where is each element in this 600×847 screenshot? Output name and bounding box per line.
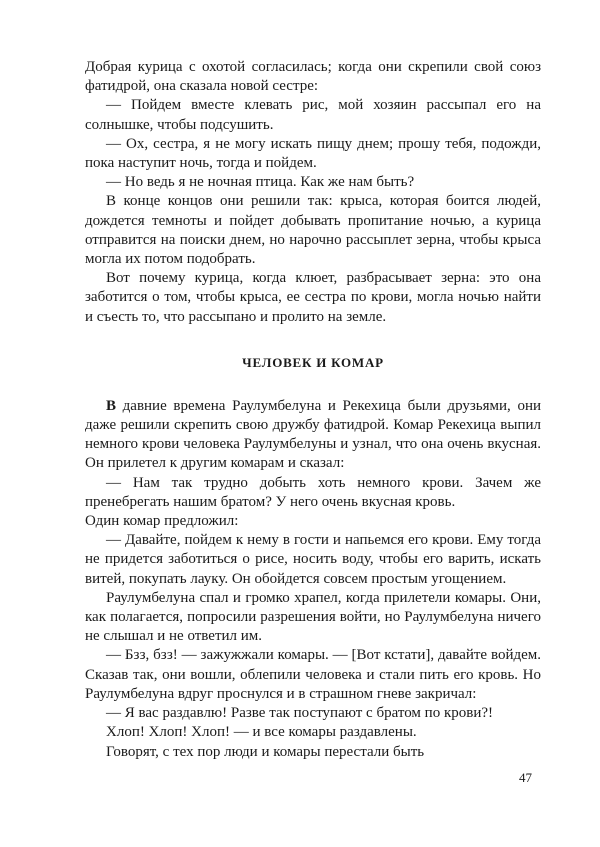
page-body xyxy=(85,58,541,762)
story-title: ЧЕЛОВЕК И КОМАР xyxy=(242,354,384,370)
paragraph: Раулумбелуна спал и громко храпел, когда прилетели комары. Они, как полагается, попросили разрешения войти, но Раулумбелуна ничего не слышал и не ответил им. xyxy=(85,589,541,645)
page-number: 47 xyxy=(519,770,532,785)
paragraph: — Давайте, пойдем к нему в гости и напьемся его крови. Ему тогда не придется заботиться о рисе, носить воду, чтобы его варить, искать витей, покупать лауку. Он обойдется совсем простым угощением. xyxy=(85,532,541,587)
paragraph: В конце концов они решили так: крыса, которая боится людей, дождется темноты и пойдет добывать пропитание ночью, а курица отправится на поиски днем, но нарочно рассыплет зерна, чтобы крыса могла их потом подобрать. xyxy=(85,193,541,268)
paragraph: — Бзз, бзз! — зажужжали комары. — [Вот кстати], давайте войдем. Сказав так, они вошли, облепили человека и стали пить его кровь. Но Раулумбелуна вдруг проснулся и в страшном гневе закричал: xyxy=(85,647,541,702)
story-man-and-mosquito xyxy=(85,397,541,762)
paragraph: Один комар предложил: xyxy=(85,513,239,530)
paragraph xyxy=(85,397,541,474)
paragraph: — Нам так трудно добыть хоть немного крови. Зачем же пренебрегать нашим братом? У него очень вкусная кровь. xyxy=(85,474,541,510)
lead-word: В xyxy=(106,397,117,414)
story-chicken-and-rat-ending xyxy=(85,58,541,327)
paragraph: — Ох, сестра, я не могу искать пищу днем; прошу тебя, подожди, пока наступит ночь, тогда и пойдем. xyxy=(85,135,541,172)
paragraph: Хлоп! Хлоп! Хлоп! — и все комары раздавлены. xyxy=(106,724,417,741)
paragraph: Говорят, с тех пор люди и комары перестали быть xyxy=(106,743,425,760)
paragraph: — Пойдем вместе клевать рис, мой хозяин рассыпал его на солнышке, чтобы подсушить. xyxy=(85,97,541,133)
paragraph-text: давние времена Раулумбелуна и Рекехица были друзьями, они даже решили скрепить свою дружбу фатидрой. Комар Рекехица выпил немного крови человека Раулумбелуны и узнал, что она очень вкусная. Он прилетел к другим комарам и сказал: xyxy=(85,397,541,472)
paragraph: — Я вас раздавлю! Разве так поступают с братом по крови?! xyxy=(106,705,494,722)
paragraph: — Но ведь я не ночная птица. Как же нам быть? xyxy=(106,174,415,191)
paragraph: Вот почему курица, когда клюет, разбрасывает зерна: это она заботится о том, чтобы крыса, ее сестра по крови, могла ночью найти и съесть то, что рассыпано и пролито на земле. xyxy=(85,270,541,325)
paragraph: Добрая курица с охотой согласилась; когда они скрепили свой союз фатидрой, она сказала новой сестре: xyxy=(85,59,541,95)
